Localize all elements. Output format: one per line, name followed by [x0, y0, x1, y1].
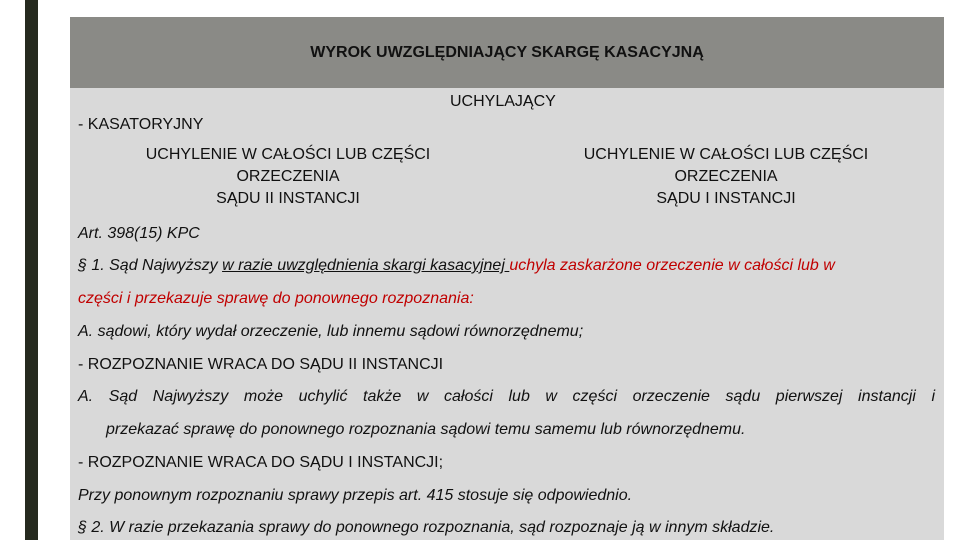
- point-a-1: A. sądowi, który wydał orzeczenie, lub innemu sądowi równorzędnemu;: [78, 323, 584, 340]
- cell-first-instance: UCHYLENIE W CAŁOŚCI LUB CZĘŚCI ORZECZENIA SĄDU I INSTANCJI: [508, 142, 944, 212]
- cell-second-instance: UCHYLENIE W CAŁOŚCI LUB CZĘŚCI ORZECZENIA SĄDU II INSTANCJI: [70, 142, 506, 212]
- left-accent-bar: [25, 0, 38, 540]
- kasatoryjny-label: - KASATORYJNY: [78, 116, 204, 133]
- uchylajacy-label: UCHYLAJĄCY: [450, 93, 556, 110]
- article-reference: Art. 398(15) KPC: [78, 225, 200, 242]
- point-a-2-line-1: A. Sąd Najwyższy może uchylić także w całości lub w części orzeczenie sądu pierwszej instancji i: [78, 388, 935, 405]
- p1-red: uchyla zaskarżone orzeczenie w całości lub w: [509, 257, 835, 274]
- article-body: [70, 214, 944, 540]
- judgment-table: [70, 17, 944, 540]
- note-first-instance: - ROZPOZNANIE WRACA DO SĄDU I INSTANCJI;: [78, 454, 444, 471]
- instance-row: [70, 142, 944, 212]
- type-row: [70, 90, 944, 140]
- point-a-2-line-2: przekazać sprawę do ponownego rozpoznania sądowi temu samemu lub równorzędnemu.: [106, 421, 746, 438]
- note-second-instance: - ROZPOZNANIE WRACA DO SĄDU II INSTANCJI: [78, 356, 444, 373]
- paragraph-1-line-2: części i przekazuje sprawę do ponownego rozpoznania:: [78, 290, 474, 307]
- p1-underlined: w razie uwzględnienia skargi kasacyjnej: [222, 257, 510, 274]
- p1-prefix: § 1. Sąd Najwyższy: [78, 257, 223, 274]
- rule-text: Przy ponownym rozpoznaniu sprawy przepis art. 415 stosuje się odpowiednio.: [78, 487, 633, 504]
- paragraph-2: § 2. W razie przekazania sprawy do ponownego rozpoznania, sąd rozpoznaje ją w innym składzie.: [78, 519, 775, 536]
- paragraph-1-line-1: [78, 257, 835, 275]
- table-title: WYROK UWZGLĘDNIAJĄCY SKARGĘ KASACYJNĄ: [70, 17, 944, 88]
